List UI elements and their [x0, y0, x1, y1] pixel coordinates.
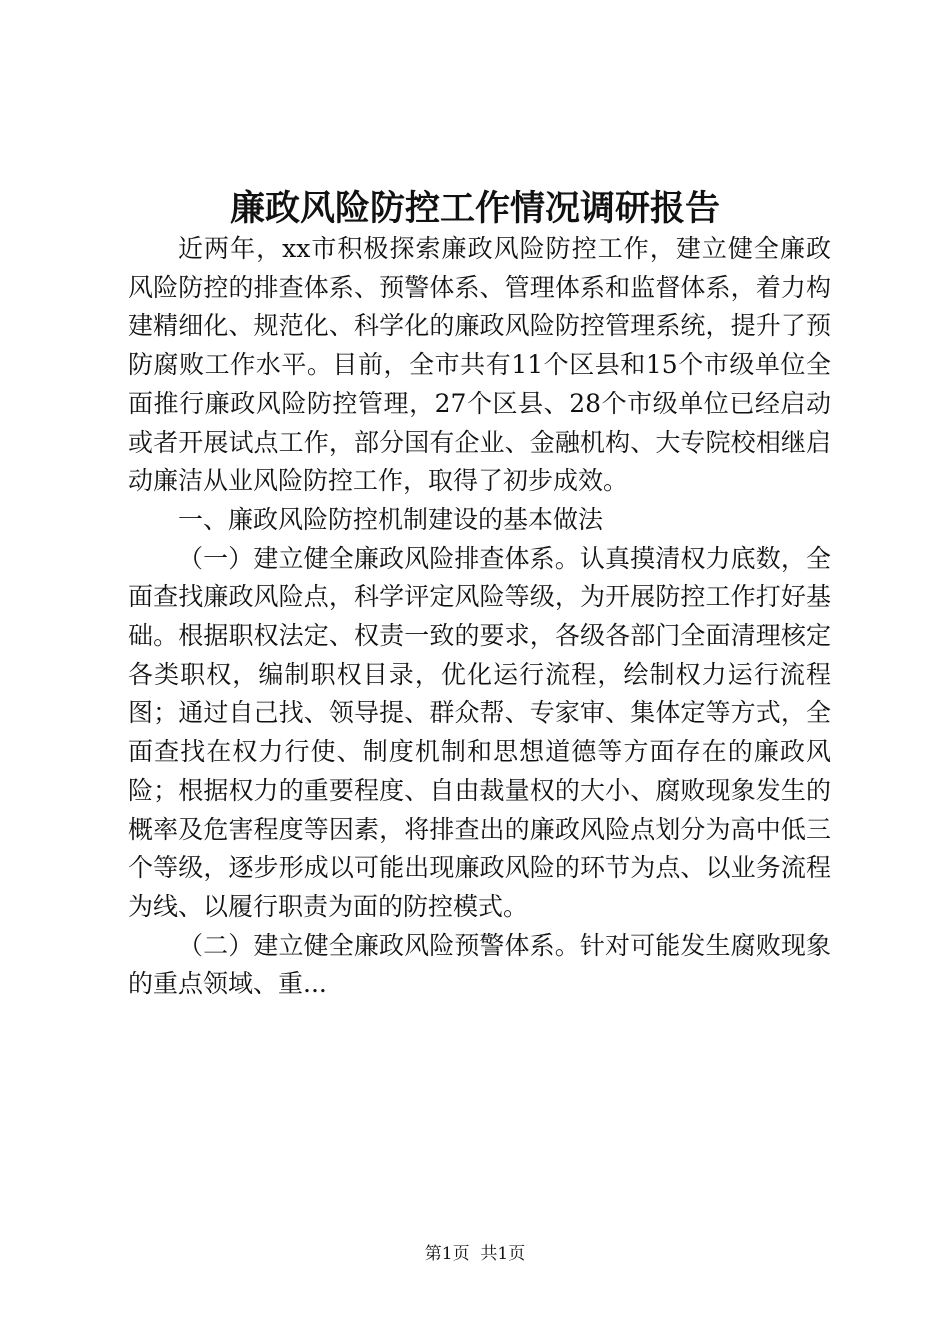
- paragraph-section-1-1: （一）建立健全廉政风险排查体系。认真摸清权力底数，全面查找廉政风险点，科学评定风险等级，为开展防控工作打好基础。根据职权法定、权责一致的要求，各级各部门全面清理核定各类职权，编制职权目录，优化运行流程，绘制权力运行流程图；通过自己找、领导提、群众帮、专家审、集体定等方式，全面查找在权力行使、制度机制和思想道德等方面存在的廉政风险；根据权力的重要程度、自由裁量权的大小、腐败现象发生的概率及危害程度等因素，将排查出的廉政风险点划分为高中低三个等级，逐步形成以可能出现廉政风险的环节为点、以业务流程为线、以履行职责为面的防控模式。: [128, 543, 831, 921]
- document-body: [128, 230, 831, 1004]
- paragraph-intro: 近两年，xx市积极探索廉政风险防控工作，建立健全廉政风险防控的排查体系、预警体系、管理体系和监督体系，着力构建精细化、规范化、科学化的廉政风险防控管理系统，提升了预防腐败工作水平。目前，全市共有11个区县和15个市级单位全面推行廉政风险防控管理，27个区县、28个市级单位已经启动或者开展试点工作，部分国有企业、金融机构、大专院校相继启动廉洁从业风险防控工作，取得了初步成效。: [128, 234, 831, 496]
- page-total: 共1页: [480, 1244, 526, 1264]
- document-title: 廉政风险防控工作情况调研报告: [229, 188, 720, 229]
- page-footer: [0, 1242, 950, 1266]
- page-number: 第1页: [424, 1244, 470, 1264]
- paragraph-section-1-2: （二）建立健全廉政风险预警体系。针对可能发生腐败现象的重点领域、重...: [128, 930, 831, 999]
- section-heading-1: 一、廉政风险防控机制建设的基本做法: [178, 504, 604, 534]
